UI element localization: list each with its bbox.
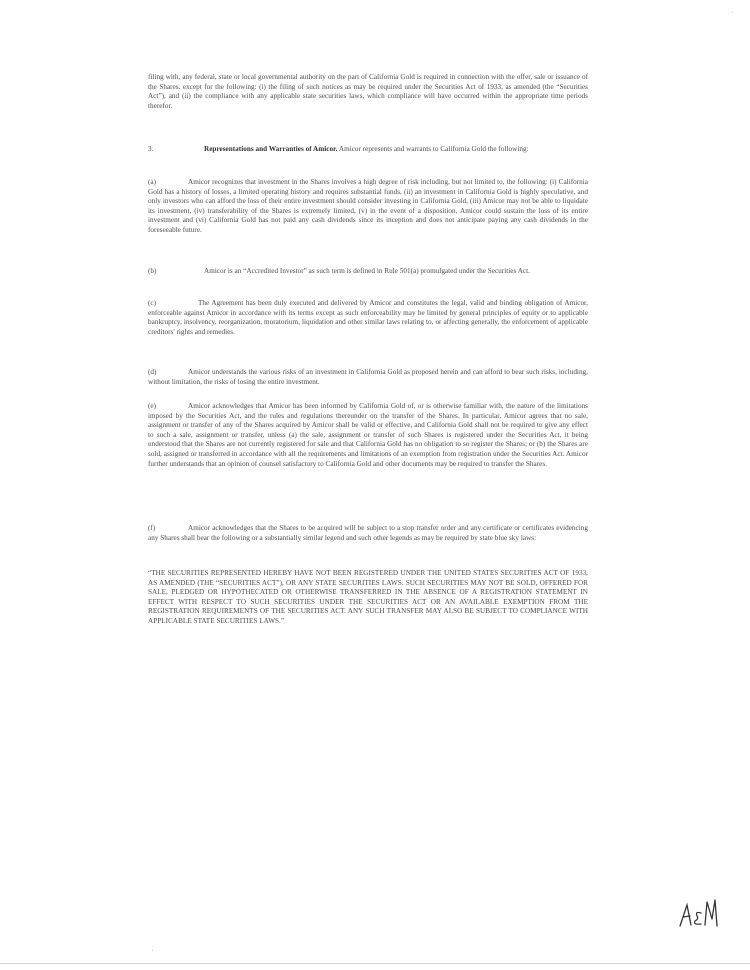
- scan-speck: [152, 950, 153, 951]
- item-label: (a): [148, 178, 157, 186]
- item-b: [148, 267, 588, 277]
- scan-speck: [732, 12, 733, 13]
- intro-text: filing with, any federal, state or local governmental authority on the part of California Gold is required in connection with the offer, sale or issuance of the Shares, except for the following: (i) the filing of such notices as may be required under the Securities Act of 1933, as amended (the “Securities Act”), and (ii) the compliance with any applicable state securities laws, which compliance will have occurred within the appropriate time periods therefor.: [148, 73, 588, 110]
- item-d: [148, 368, 588, 387]
- intro-paragraph: [148, 73, 588, 111]
- item-text: Amicor acknowledges that Amicor has been informed by California Gold of, or is otherwise familiar with, the nature of the limitations imposed by the Securities Act, and the rules and regulations thereunder on the transfer of the Shares. In particular, Amicor agrees that no sale, assignment or transfer of any of the Shares acquired by Amicor shall be valid or effective, and California Gold shall not be required to give any effect to such a sale, assignment or transfer, unless (a) the sale, assignment or transfer of such Shares is registered under the Securities Act, it being understood that the Shares are not currently registered for sale and that California Gold has no obligation to so register the Shares; or (b) the Shares are sold, assigned or transferred in accordance with all the requirements and limitations of an exemption from registration under the Securities Act. Amicor further understands that an opinion of counsel satisfactory to California Gold and other documents may be required to transfer the Shares.: [148, 402, 588, 468]
- item-label: (e): [148, 402, 157, 410]
- item-label: (d): [148, 368, 157, 376]
- legend-text: “THE SECURITIES REPRESENTED HEREBY HAVE NOT BEEN REGISTERED UNDER THE UNITED STATES SECURITIES ACT OF 1933, AS AMENDED (THE “SECURITIES ACT”), OR ANY STATE SECURITIES LAWS. SUCH SECURITIES MAY NOT BE SOLD, OFFERED FOR SALE, PLEDGED OR HYPOTHECATED OR OTHERWISE TRANSFERRED IN THE ABSENCE OF A REGISTRATION STATEMENT IN EFFECT WITH RESPECT TO SUCH SECURITIES UNDER THE SECURITIES ACT OR AN AVAILABLE EXEMPTION FROM THE REGISTRATION REQUIREMENTS OF THE SECURITIES ACT. ANY SUCH TRANSFER MAY ALSO BE SUBJECT TO COMPLIANCE WITH APPLICABLE STATE SECURITIES LAWS.”: [148, 569, 588, 625]
- item-e: [148, 402, 588, 469]
- section-lead: Amicor represents and warrants to California Gold the following:: [338, 145, 529, 153]
- item-c: [148, 299, 588, 337]
- item-f: [148, 524, 588, 543]
- item-a: [148, 178, 588, 236]
- securities-legend: [148, 569, 588, 627]
- page-bottom-edge: [0, 963, 750, 964]
- item-text: The Agreement has been duly executed and delivered by Amicor and constitutes the legal, valid and binding obligation of Amicor, enforceable against Amicor in accordance with its terms except as such enforceability may be limited by general principles of equity or to applicable bankruptcy, insolvency, reorganization, moratorium, liquidation and other similar laws relating to, or affecting generally, the enforcement of applicable creditors' rights and remedies.: [148, 299, 588, 336]
- item-text: Amicor is an “Accredited Investor” as such term is defined in Rule 501(a) promulgated under the Securities Act.: [204, 267, 530, 275]
- item-text: Amicor recognizes that investment in the Shares involves a high degree of risk including, but not limited to, the following: (i) California Gold has a history of losses, a limited operating history and requires substantial funds, (ii) an investment in California Gold is highly speculative, and only investors who can afford the loss of their entire investment should consider investing in California Gold, (iii) Amicor may not be able to liquidate its investment, (iv) transferability of the Shares is extremely limited, (v) in the event of a disposition, Amicor could sustain the loss of its entire investment and (vi) California Gold has not paid any cash dividends since its inception and does not anticipate paying any cash dividends in the foreseeable future.: [148, 178, 588, 234]
- section-number: 3.: [148, 145, 154, 153]
- item-text: Amicor acknowledges that the Shares to be acquired will be subject to a stop transfer order and any certificate or certificates evidencing any Shares shall bear the following or a substantially similar legend and such other legends as may be required by state blue sky laws:: [148, 524, 588, 542]
- section-title: Representations and Warranties of Amicor.: [204, 145, 338, 153]
- section-3-heading: [148, 145, 588, 155]
- item-label: (c): [148, 299, 157, 307]
- item-label: (b): [148, 267, 157, 275]
- item-label: (f): [148, 524, 156, 532]
- handwritten-initials: [676, 896, 720, 930]
- item-text: Amicor understands the various risks of an investment in California Gold as proposed herein and can afford to bear such risks, including, without limitation, the risks of losing the entire investment.: [148, 368, 588, 386]
